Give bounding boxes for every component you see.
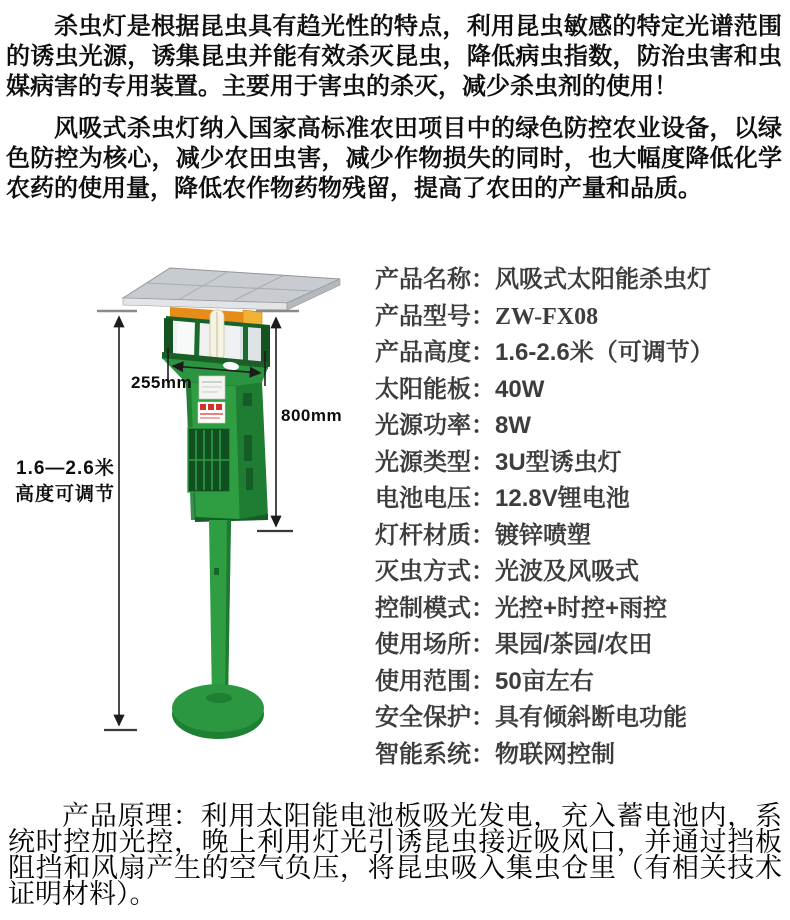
spec-row-model (375, 299, 787, 336)
spec-row-use-place (375, 627, 787, 664)
spec-value: 光波及风吸式 (495, 558, 639, 585)
spec-label: 灯杆材质 (375, 521, 471, 549)
spec-colon: ： (471, 631, 495, 658)
spec-value: 果园/茶园/农田 (495, 631, 653, 658)
spec-colon: ： (471, 266, 495, 293)
spec-row-smart-system (375, 737, 787, 774)
spec-colon: ： (471, 704, 495, 731)
spec-colon: ： (471, 558, 495, 585)
spec-label: 安全保护 (375, 704, 471, 731)
spec-label: 使用场所 (375, 631, 471, 658)
spec-row-pole-material (375, 518, 787, 555)
spec-row-safety (375, 700, 787, 737)
intro-paragraph-1: 杀虫灯是根据昆虫具有趋光性的特点，利用昆虫敏感的特定光谱范围的诱虫光源，诱集昆虫并能有效杀灭昆虫，降低病虫指数，防治虫害和虫媒病害的专用装置。主要用于害虫的杀灭，减少杀虫剂的使用！ (6, 13, 782, 100)
spec-value: 具有倾斜断电功能 (495, 704, 687, 731)
principle-text-block (8, 803, 782, 907)
spec-label: 产品高度 (375, 339, 471, 366)
spec-label: 太阳能板 (375, 375, 471, 403)
product-figure (0, 230, 370, 805)
spec-colon: ： (471, 740, 495, 768)
intro-paragraph-2: 风吸式杀虫灯纳入国家高标准农田项目中的绿色防控农业设备，以绿色防控为核心，减少农田虫害，减少作物损失的同时，也大幅度降低化学农药的使用量，降低农作物药物残留，提高了农田的产量和品质。 (6, 115, 782, 202)
spec-colon: ： (471, 339, 495, 366)
spec-colon: ： (471, 448, 495, 476)
spec-value: 物联网控制 (495, 740, 615, 768)
spec-label: 电池电压 (375, 485, 471, 512)
spec-label: 智能系统 (375, 740, 471, 768)
spec-row-battery (375, 481, 787, 518)
body-height-label: 800mm (281, 406, 343, 425)
spec-row-coverage (375, 664, 787, 701)
spec-value: 光控+时控+雨控 (495, 594, 668, 622)
spec-colon: ： (471, 302, 495, 330)
solar-panel (123, 268, 340, 310)
spec-colon: ： (471, 667, 495, 695)
spec-row-product-name (375, 262, 787, 299)
spec-row-solar-panel (375, 372, 787, 409)
spec-label: 产品名称 (375, 266, 471, 293)
spec-label: 光源类型 (375, 448, 471, 476)
spec-row-light-power (375, 408, 787, 445)
height-range-label: 1.6—2.6米 (16, 458, 115, 479)
spec-row-kill-method (375, 554, 787, 591)
spec-colon: ： (471, 375, 495, 403)
spec-value: 风吸式太阳能杀虫灯 (495, 266, 711, 293)
spec-colon: ： (471, 521, 495, 549)
spec-list (375, 262, 787, 773)
spec-row-height (375, 335, 787, 372)
info-label (199, 376, 225, 399)
spec-label: 灭虫方式 (375, 558, 471, 585)
pole (209, 520, 231, 702)
spec-label: 控制模式 (375, 594, 471, 622)
spec-row-light-type (375, 445, 787, 482)
base-plate (172, 684, 264, 739)
cage-width-label: 255mm (131, 373, 193, 392)
spec-colon: ： (471, 485, 495, 512)
intro-text-block (6, 12, 782, 204)
spec-value: 1.6-2.6米（可调节） (495, 339, 714, 366)
spec-colon: ： (471, 594, 495, 622)
spec-value: 镀锌喷塑 (495, 521, 591, 549)
spec-value: ZW-FX08 (495, 303, 599, 330)
spec-value: 12.8V锂电池 (495, 485, 630, 512)
spec-value: 50亩左右 (495, 667, 594, 695)
spec-value: 3U型诱虫灯 (495, 448, 622, 476)
warning-label (198, 402, 225, 423)
vent-grille (188, 428, 230, 492)
spec-label: 产品型号 (375, 302, 471, 330)
spec-label: 使用范围 (375, 667, 471, 695)
insect-killer-lamp-drawing (0, 230, 370, 805)
spec-value: 40W (495, 375, 545, 403)
principle-paragraph: 产品原理：利用太阳能电池板吸光发电，充入蓄电池内，系统时控加光控，晚上利用灯光引诱昆虫接近吸风口，并通过挡板阻挡和风扇产生的空气负压，将昆虫吸入集虫仓里（有相关技术证明材料）。 (8, 801, 782, 909)
spec-value: 8W (495, 412, 531, 439)
spec-row-control-mode (375, 591, 787, 628)
spec-label: 光源功率 (375, 412, 471, 439)
spec-colon: ： (471, 412, 495, 439)
height-note-label: 高度可调节 (15, 484, 116, 505)
